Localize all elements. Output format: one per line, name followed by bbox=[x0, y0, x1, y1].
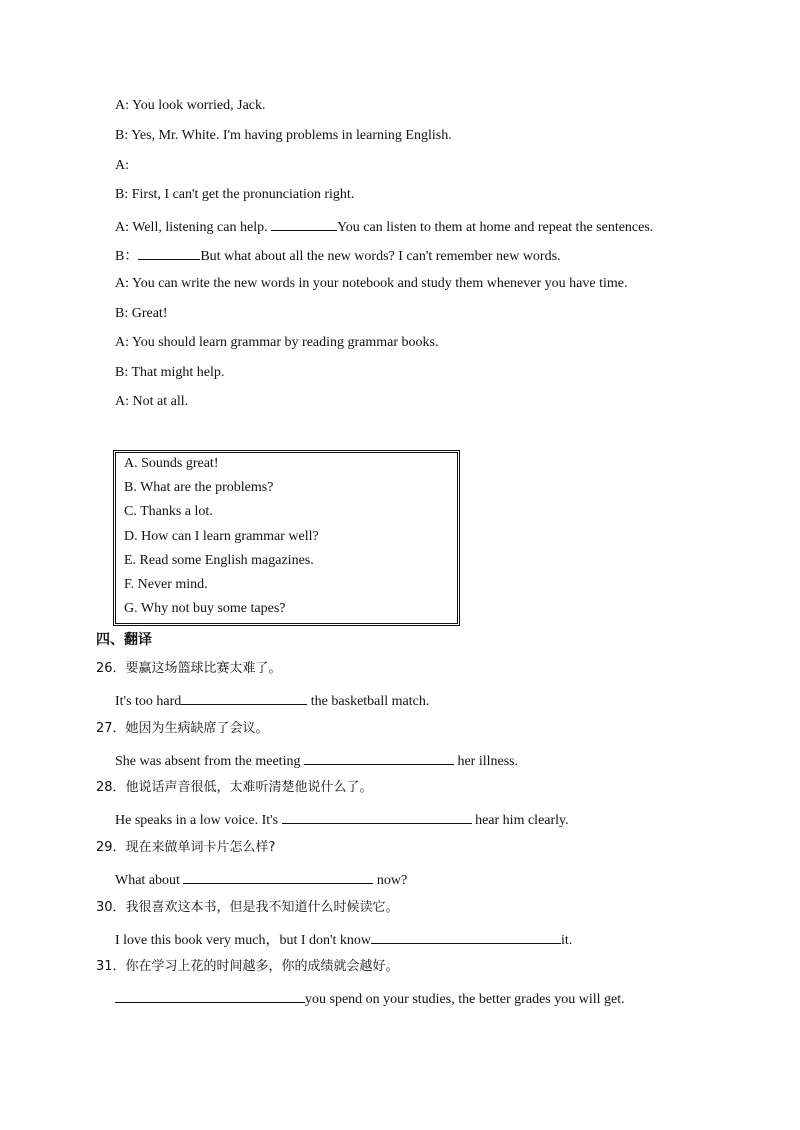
question-30-answer bbox=[115, 929, 572, 950]
answer-text-before: She was absent from the meeting bbox=[115, 754, 304, 769]
option-b: B. What are the problems? bbox=[124, 480, 274, 495]
question-28-prompt bbox=[96, 779, 373, 797]
answer-text-after: now? bbox=[373, 873, 408, 888]
answer-blank[interactable] bbox=[271, 216, 337, 231]
option-c: C. Thanks a lot. bbox=[124, 504, 213, 519]
answer-blank[interactable] bbox=[183, 869, 373, 884]
option-g: G. Why not buy some tapes? bbox=[124, 601, 286, 616]
option-d: D. How can I learn grammar well? bbox=[124, 529, 319, 544]
answer-blank[interactable] bbox=[371, 929, 561, 944]
answer-text-before: I love this book very much，but I don't know bbox=[115, 933, 372, 948]
dialogue-line-10: B: That might help. bbox=[115, 365, 225, 380]
answer-text-after: hear him clearly. bbox=[471, 813, 569, 828]
question-26-answer bbox=[115, 690, 429, 711]
answer-blank[interactable] bbox=[138, 245, 200, 260]
dialogue-line-3: A: bbox=[115, 158, 129, 173]
answer-text-after: you spend on your studies, the better grades you will get. bbox=[305, 992, 625, 1007]
question-number: 30． bbox=[96, 900, 126, 915]
dialogue-line-11: A: Not at all. bbox=[115, 394, 189, 409]
answer-text-after: her illness. bbox=[453, 754, 519, 769]
question-27-prompt bbox=[96, 720, 269, 738]
question-30-prompt bbox=[96, 899, 399, 917]
dialogue-line-5-end: You can listen to them at home and repeat the sentences. bbox=[337, 220, 654, 235]
dialogue-line-6-start: B： bbox=[115, 249, 139, 264]
question-chinese: 你在学习上花的时间越多，你的成绩就会越好。 bbox=[125, 959, 399, 974]
dialogue-line-5-start: A: Well, listening can help. bbox=[115, 220, 272, 235]
option-f: F. Never mind. bbox=[124, 577, 208, 592]
answer-text-before: It's too hard bbox=[115, 694, 182, 709]
dialogue-line-7: A: You can write the new words in your notebook and study them whenever you have time. bbox=[115, 276, 628, 291]
question-27-answer bbox=[115, 750, 518, 771]
answer-blank[interactable] bbox=[181, 690, 307, 705]
dialogue-line-1: A: You look worried, Jack. bbox=[115, 98, 266, 113]
question-chinese: 她因为生病缺席了会议。 bbox=[125, 721, 269, 736]
answer-blank[interactable] bbox=[282, 809, 472, 824]
answer-text-before: What about bbox=[115, 873, 184, 888]
option-e: E. Read some English magazines. bbox=[124, 553, 314, 568]
answer-text-after: it. bbox=[561, 933, 573, 948]
dialogue-line-6-end: But what about all the new words? I can't remember new words. bbox=[200, 249, 561, 264]
question-chinese: 他说话声音很低，太难听清楚他说什么了。 bbox=[125, 780, 373, 795]
dialogue-line-5 bbox=[115, 216, 653, 237]
question-31-prompt bbox=[96, 958, 399, 976]
question-chinese: 我很喜欢这本书，但是我不知道什么时候读它。 bbox=[125, 900, 399, 915]
question-number: 26． bbox=[96, 661, 126, 676]
answer-blank[interactable] bbox=[115, 988, 305, 1003]
question-chinese: 现在来做单词卡片怎么样? bbox=[125, 840, 276, 855]
dialogue-line-6 bbox=[115, 245, 561, 266]
question-29-answer bbox=[115, 869, 407, 890]
answer-text-before: He speaks in a low voice. It's bbox=[115, 813, 282, 828]
option-a: A. Sounds great! bbox=[124, 456, 219, 471]
answer-text-after: the basketball match. bbox=[307, 694, 430, 709]
dialogue-line-9: A: You should learn grammar by reading grammar books. bbox=[115, 335, 439, 350]
question-number: 29． bbox=[96, 840, 126, 855]
section-title: 四、翻译 bbox=[96, 632, 152, 648]
question-number: 31． bbox=[96, 959, 126, 974]
dialogue-line-8: B: Great! bbox=[115, 306, 168, 321]
question-number: 28． bbox=[96, 780, 126, 795]
question-31-answer bbox=[115, 988, 625, 1009]
options-box bbox=[113, 450, 460, 626]
dialogue-line-4: B: First, I can't get the pronunciation right. bbox=[115, 187, 355, 202]
question-chinese: 要赢这场篮球比赛太难了。 bbox=[125, 661, 282, 676]
question-29-prompt bbox=[96, 839, 275, 857]
answer-blank[interactable] bbox=[304, 750, 454, 765]
dialogue-line-2: B: Yes, Mr. White. I'm having problems in learning English. bbox=[115, 128, 452, 143]
question-number: 27． bbox=[96, 721, 126, 736]
question-28-answer bbox=[115, 809, 569, 830]
question-26-prompt bbox=[96, 660, 282, 678]
